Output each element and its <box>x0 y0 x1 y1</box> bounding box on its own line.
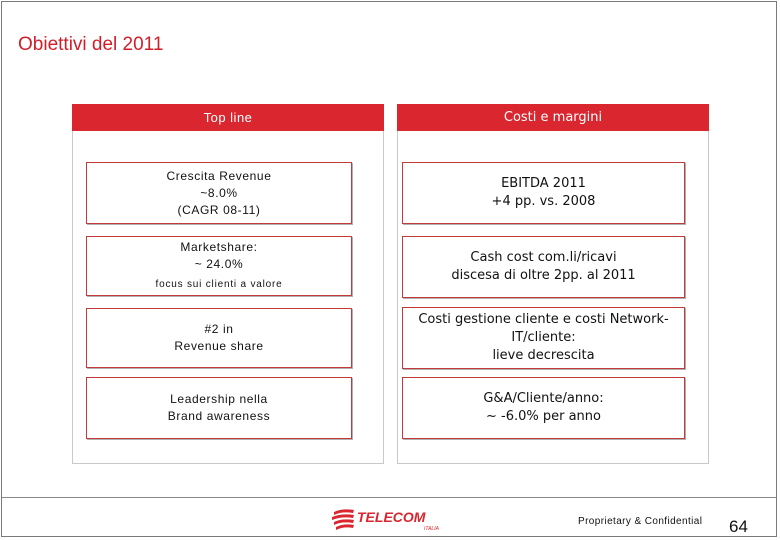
left-column-header: Top line <box>72 104 384 131</box>
right-box-ebitda <box>402 162 685 224</box>
left-box-line: #2 in <box>204 322 234 336</box>
right-box-line: G&A/Cliente/anno: <box>483 391 604 406</box>
left-box-line: ~8.0% <box>200 185 238 200</box>
right-box-line: Costi gestione cliente e costi Network- <box>418 312 669 327</box>
right-box-cash-cost <box>402 236 685 298</box>
confidential-label: Proprietary & Confidential <box>578 516 703 527</box>
left-box-line: Revenue share <box>174 339 264 353</box>
footer-divider <box>2 497 776 498</box>
logo-wordmark: TELECOM <box>357 509 426 525</box>
right-box-line: +4 pp. vs. 2008 <box>491 194 596 209</box>
right-box-line: ~ -6.0% per anno <box>485 409 601 424</box>
left-box-line: Brand awareness <box>167 409 271 423</box>
page-number: 64 <box>729 517 748 536</box>
left-box-revenue-share <box>86 308 352 368</box>
right-box-ga-cost <box>402 377 685 439</box>
left-box-marketshare <box>86 236 352 296</box>
right-column-header: Costi e margini <box>397 104 709 131</box>
left-box-line: Leadership nella <box>170 392 268 406</box>
left-box-brand-leadership <box>86 377 352 439</box>
logo-subtext: ITALIA <box>424 526 439 532</box>
right-box-line: Cash cost com.li/ricavi <box>470 250 617 265</box>
telecom-italia-logo <box>332 506 452 532</box>
right-box-line: EBITDA 2011 <box>501 176 586 191</box>
left-box-line: Marketshare: <box>180 240 258 254</box>
left-box-revenue-growth <box>86 162 352 224</box>
left-box-line: ~ 24.0% <box>194 257 244 271</box>
left-box-note: focus sui clienti a valore <box>155 279 283 290</box>
left-box-line: Crescita Revenue <box>166 168 272 183</box>
slide-title: Obiettivi del 2011 <box>18 34 164 55</box>
right-box-customer-costs <box>402 307 685 369</box>
right-box-line: IT/cliente: <box>511 330 576 345</box>
left-box-line: (CAGR 08-11) <box>177 202 261 217</box>
right-box-line: lieve decrescita <box>492 348 595 363</box>
right-box-line: discesa di oltre 2pp. al 2011 <box>451 268 636 283</box>
